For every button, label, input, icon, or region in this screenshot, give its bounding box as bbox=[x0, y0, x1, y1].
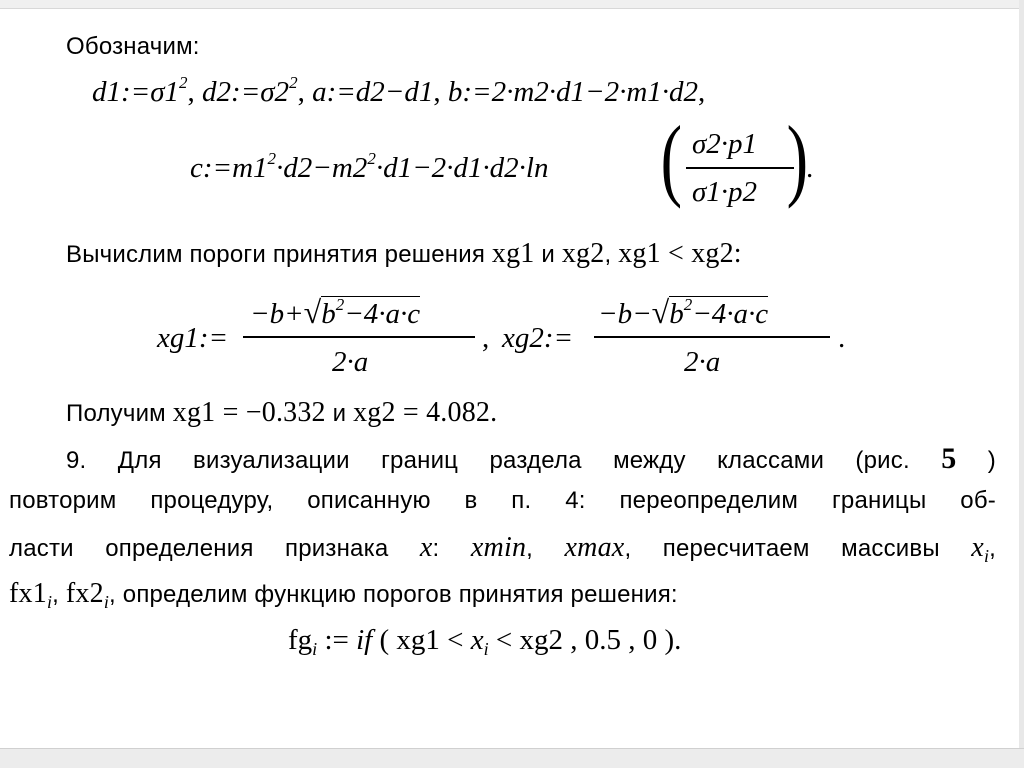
xg1-sep: , bbox=[482, 322, 490, 354]
para9-line3-end: , bbox=[989, 535, 997, 562]
var-xi-base: x bbox=[971, 532, 984, 563]
window-top-edge bbox=[0, 0, 1024, 9]
final-formula bbox=[288, 624, 681, 657]
var-xmin: xmin bbox=[470, 532, 527, 563]
definitions-line-1 bbox=[92, 73, 706, 109]
var-x: x bbox=[419, 532, 433, 563]
def-c-exp-1: 2 bbox=[267, 149, 277, 168]
xg1-rad-post: −4·a·c bbox=[344, 298, 421, 330]
thresholds-comma: , bbox=[604, 241, 619, 268]
def-c-rest: ·d1−2·d1·d2·ln bbox=[375, 152, 549, 184]
result-line bbox=[66, 397, 497, 429]
window-bottom-edge bbox=[0, 748, 1024, 768]
xg2-denominator: 2·a bbox=[684, 346, 721, 378]
para9-line1-text: 9. Для визуализации границ раздела между классами (рис. bbox=[66, 447, 910, 474]
def-a: a:=d2−d1 bbox=[312, 76, 434, 108]
def-c-exp-2: 2 bbox=[367, 149, 376, 168]
def-sep-1: , bbox=[187, 76, 203, 108]
result-label: Получим bbox=[66, 400, 166, 427]
final-fg: fg bbox=[288, 624, 313, 656]
figure-ref: 5 bbox=[941, 442, 957, 475]
ln-right-paren: ) bbox=[786, 107, 809, 209]
xg2-numerator bbox=[598, 294, 768, 331]
xg2-lhs: xg2:= bbox=[502, 322, 574, 354]
thresholds-xg2: xg2 bbox=[561, 238, 605, 269]
xg1-rad-b: b bbox=[321, 298, 336, 330]
xg2-num-pre: −b− bbox=[598, 298, 652, 330]
xg1-numerator bbox=[250, 294, 420, 331]
comma: , bbox=[526, 535, 534, 562]
def-sep-2: , bbox=[297, 76, 313, 108]
thresholds-relation: xg1 < xg2: bbox=[618, 238, 742, 269]
def-line1-end: , bbox=[698, 76, 706, 108]
var-fx2-base: fx2 bbox=[65, 578, 104, 609]
var-fx2 bbox=[65, 578, 110, 612]
para9-line-3 bbox=[9, 532, 996, 564]
result-xg1: xg1 = −0.332 bbox=[172, 397, 326, 428]
def-line2-end: . bbox=[806, 152, 814, 184]
fx-comma: , bbox=[52, 581, 60, 608]
def-d1: d1:=σ1 bbox=[92, 76, 180, 108]
var-fx2-sub: i bbox=[103, 592, 110, 612]
xg1-fraction-bar bbox=[243, 336, 475, 338]
para9-line4-text: , определим функцию порогов принятия решения: bbox=[109, 581, 678, 608]
para9-line3-text: ласти определения признака bbox=[9, 535, 389, 562]
window-right-edge bbox=[1019, 0, 1024, 767]
intro-label: Обозначим: bbox=[66, 33, 200, 60]
final-xi: x bbox=[470, 624, 484, 656]
definitions-line-2 bbox=[190, 149, 549, 185]
final-open: ( xg1 < bbox=[372, 624, 471, 656]
var-xi-sub: i bbox=[983, 546, 990, 566]
ln-fraction-bar bbox=[686, 167, 794, 169]
var-fx1-sub: i bbox=[46, 592, 53, 612]
thresholds-xg1: xg1 bbox=[491, 238, 535, 269]
var-fx1 bbox=[9, 578, 53, 612]
xg1-rad-exp: 2 bbox=[335, 295, 345, 314]
def-sep-3: , bbox=[433, 76, 448, 108]
sqrt-icon: √ bbox=[303, 294, 322, 330]
xg1-denominator: 2·a bbox=[332, 346, 369, 378]
var-fx1-base: fx1 bbox=[9, 578, 47, 609]
xg1-lhs: xg1:= bbox=[157, 322, 229, 354]
final-assign: := bbox=[317, 624, 357, 656]
ln-left-paren: ( bbox=[660, 107, 683, 209]
result-xg2: xg2 = 4.082. bbox=[353, 397, 498, 428]
final-if: if bbox=[356, 624, 373, 656]
para9-line-4 bbox=[9, 578, 678, 610]
xg1-radicand bbox=[321, 296, 420, 330]
xg1-num-pre: −b+ bbox=[250, 298, 304, 330]
thresholds-and: и bbox=[534, 241, 562, 268]
para9-line-1 bbox=[66, 442, 996, 476]
xg2-fraction-bar bbox=[594, 336, 830, 338]
ln-denominator: σ1·p2 bbox=[692, 176, 758, 208]
def-d2: d2:=σ2 bbox=[202, 76, 290, 108]
thresholds-line bbox=[66, 238, 742, 270]
colon: : bbox=[432, 535, 440, 562]
final-close: < xg2 , 0.5 , 0 ). bbox=[488, 624, 682, 656]
xg2-end: . bbox=[838, 322, 846, 354]
var-xi bbox=[971, 532, 990, 566]
para9-line-2: повторим процедуру, описанную в п. 4: переопределим границы об- bbox=[9, 487, 996, 514]
final-xi-sub: i bbox=[483, 639, 489, 659]
final-fg-sub: i bbox=[312, 639, 318, 659]
ln-numerator: σ2·p1 bbox=[692, 128, 758, 160]
var-xmax: xmax bbox=[564, 532, 625, 563]
def-c-mid: ·d2−m2 bbox=[276, 152, 368, 184]
thresholds-label: Вычислим пороги принятия решения bbox=[66, 241, 486, 268]
xg2-rad-post: −4·a·c bbox=[692, 298, 769, 330]
result-and: и bbox=[332, 400, 347, 427]
sqrt-icon: √ bbox=[651, 294, 670, 330]
def-b: b:=2·m2·d1−2·m1·d2 bbox=[447, 76, 699, 108]
para9-line3-post: , пересчитаем массивы bbox=[624, 535, 940, 562]
def-d1-exponent: 2 bbox=[179, 73, 188, 92]
xg2-rad-exp: 2 bbox=[683, 295, 693, 314]
xg2-radicand bbox=[669, 296, 768, 330]
para9-line1-close: ) bbox=[987, 447, 996, 474]
xg2-rad-b: b bbox=[669, 298, 684, 330]
def-d2-exponent: 2 bbox=[289, 73, 298, 92]
def-c-lhs: c:=m1 bbox=[190, 152, 268, 184]
